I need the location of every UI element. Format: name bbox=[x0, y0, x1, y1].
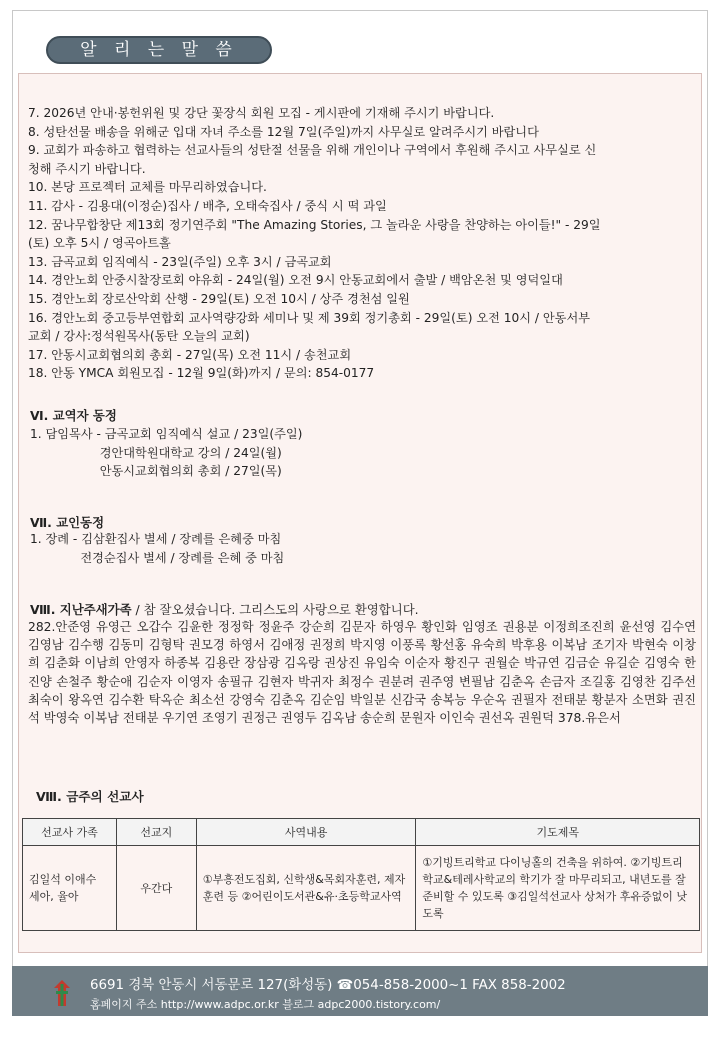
visitor-names: 282.안준영 유영근 오갑수 김윤한 정정학 정윤주 강순희 김문자 하영우 황인화 임영조 권용분 이정희조진희 윤선영 김수연 김영남 김수행 김동미 김형탁 권모경 하영서 김애정 권정희 박지영 이풍록 황선홍 유숙희 박후용 이복남 조기자 박현숙 이창희 김춘화 이남희 안영자 하종복 김용란 장삼광 김옥랑 권상진 유임숙 이순자 황진구 권월순 박규연 김금순 유길순 김영숙 한진양 손철주 황순애 김순자 이영자 송필규 김현자 박귀자 최정수 권분려 권주영 변필남 김춘옥 손금자 조길홍 김영찬 김주선 최숙이 왕옥연 김수환 탁옥순 최소선 강영숙 김춘옥 김순임 박일분 신감국 송복능 우순옥 권필자 전태분 황분자 소면화 권진석 박영숙 이복남 전태분 우기연 조영기 권정근 권영두 김옥남 송순희 문원자 이인숙 권선옥 권원덕 378.유은서 bbox=[28, 620, 696, 726]
announcement-item: 12. 꿈나무합창단 제13회 정기연주회 "The Amazing Stories, 그 놀라운 사랑을 찬양하는 아이들!" - 29일 bbox=[28, 217, 601, 232]
announcement-item: 11. 감사 - 김용대(이정순)집사 / 배추, 오태숙집사 / 중식 시 떡 과일 bbox=[28, 198, 387, 213]
missionary-family: 김일석 이애수 세아, 율아 bbox=[23, 846, 117, 931]
announcement-item: 10. 본당 프로젝터 교체를 마무리하였습니다. bbox=[28, 180, 267, 195]
announcement-item: 15. 경안노회 장로산악회 산행 - 29일(토) 오전 10시 / 상주 경천섬 일원 bbox=[28, 291, 410, 306]
member-section-title: Ⅶ. 교인동정 bbox=[30, 515, 105, 530]
footer-website: 홈페이지 주소 http://www.adpc.or.kr 블로그 adpc2000.tistory.com/ bbox=[90, 998, 441, 1011]
missionary-table bbox=[22, 818, 700, 931]
table-header-row bbox=[23, 819, 700, 846]
member-line: 전경순집사 별세 / 장례를 은혜 중 마침 bbox=[30, 550, 285, 565]
announcement-item: 9. 교회가 파송하고 협력하는 선교사들의 성탄절 선물을 위해 개인이나 구역에서 후원해 주시고 사무실로 신 bbox=[28, 143, 597, 158]
pastor-section-title: Ⅵ. 교역자 동정 bbox=[30, 408, 117, 423]
announcement-item: 교회 / 강사:정석원목사(동탄 오늘의 교회) bbox=[28, 329, 250, 344]
announcement-item: 17. 안동시교회협의회 총회 - 27일(목) 오전 11시 / 송천교회 bbox=[28, 347, 352, 362]
announcement-list bbox=[28, 104, 698, 383]
pastor-section-body bbox=[30, 425, 302, 481]
mission-field: 우간다 bbox=[116, 846, 196, 931]
pastor-line: 안동시교회협의회 총회 / 27일(목) bbox=[30, 464, 282, 478]
ministry-content: ①부흥전도집회, 신학생&목회자훈련, 제자훈련 등 ②어린이도서관&유·초등학교사역 bbox=[196, 846, 416, 931]
member-section-body bbox=[30, 530, 284, 567]
column-header: 기도제목 bbox=[416, 819, 700, 846]
announcement-item: 8. 성탄선물 배송을 위해군 입대 자녀 주소를 12월 7일(주일)까지 사무실로 알려주시기 바랍니다 bbox=[28, 124, 539, 139]
announcement-item: 18. 안동 YMCA 회원모집 - 12월 9일(화)까지 / 문의: 854-0177 bbox=[28, 366, 375, 381]
table-row bbox=[23, 846, 700, 931]
column-header: 선교사 가족 bbox=[23, 819, 117, 846]
footer-address: 6691 경북 안동시 서동문로 127(화성동) ☎054-858-2000~1 FAX 858-2002 bbox=[90, 978, 566, 993]
prayer-topics: ①기빙트리학교 다이닝홀의 건축을 위하여. ②기빙트리학교&테레사학교의 학기가 잘 마무리되고, 내년도를 잘 준비할 수 있도록 ③김일석선교사 상처가 후유증없이 낫도록 bbox=[416, 846, 700, 931]
church-logo-icon bbox=[52, 978, 72, 1008]
column-header: 사역내용 bbox=[196, 819, 416, 846]
announcement-item: 14. 경안노회 안중시찰장로회 야유회 - 24일(월) 오전 9시 안동교회에서 출발 / 백암온천 및 영덕일대 bbox=[28, 273, 563, 288]
announcement-item: 13. 금곡교회 임직예식 - 23일(주일) 오후 3시 / 금곡교회 bbox=[28, 254, 332, 269]
member-line: 1. 장례 - 김삼환집사 별세 / 장례를 은혜중 마침 bbox=[30, 532, 282, 546]
column-header: 선교지 bbox=[116, 819, 196, 846]
missionary-section-title: Ⅷ. 금주의 선교사 bbox=[36, 789, 144, 804]
pastor-line: 1. 담임목사 - 금곡교회 임직예식 설교 / 23일(주일) bbox=[30, 427, 303, 441]
announcement-item: (토) 오후 5시 / 영곡아트홀 bbox=[28, 236, 171, 251]
visitor-section-title: Ⅷ. 지난주새가족 / 참 잘오셨습니다. 그리스도의 사랑으로 환영합니다. bbox=[30, 602, 419, 617]
announcement-item: 16. 경안노회 중고등부연합회 교사역량강화 세미나 및 제 39회 정기총회 - 29일(토) 오전 10시 / 안동서부 bbox=[28, 310, 590, 325]
page-title: 알 리 는 말 씀 bbox=[46, 36, 272, 64]
announcement-item: 7. 2026년 안내·봉헌위원 및 강단 꽃장식 회원 모집 - 게시판에 기재해 주시기 바랍니다. bbox=[28, 106, 495, 120]
announcement-item: 청해 주시기 바랍니다. bbox=[28, 161, 146, 176]
pastor-line: 경안대학원대학교 강의 / 24일(월) bbox=[30, 445, 282, 460]
